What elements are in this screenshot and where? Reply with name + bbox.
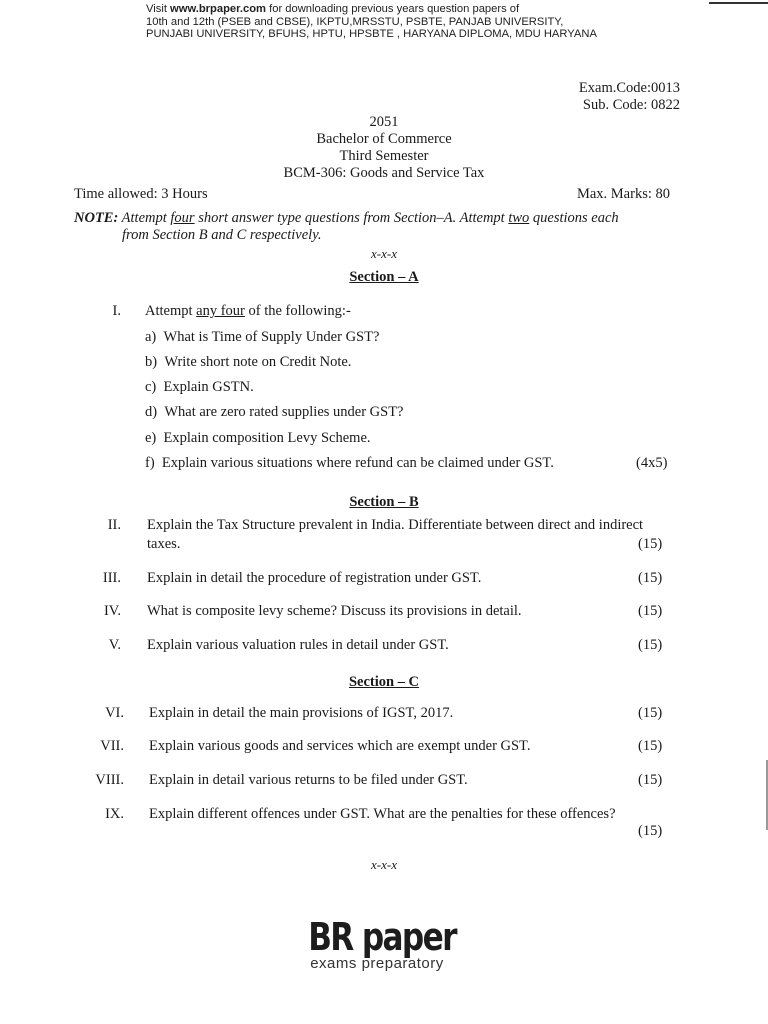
list-item: d) What are zero rated supplies under GST? [145,404,404,420]
question-text: Explain various valuation rules in detail under GST. [147,637,449,653]
banner-site-link[interactable]: www.brpaper.com [170,3,266,15]
question-number: VIII. [95,772,124,788]
section-a-title: Section – A [349,269,419,285]
section-b-title: Section – B [349,494,419,510]
banner-line-2: 10th and 12th (PSEB and CBSE), IKPTU,MRSSTU, PSBTE, PANJAB UNIVERSITY, [146,15,564,28]
semester: Third Semester [339,148,429,164]
section-c-title: Section – C [348,674,420,690]
list-item: b) Write short note on Credit Note. [145,354,352,370]
top-edge-line [709,2,768,4]
list-item: e) Explain composition Levy Scheme. [145,430,371,446]
question-text: Explain in detail the procedure of registration under GST. [147,570,482,586]
download-banner [146,3,597,41]
question-text: Explain in detail the main provisions of IGST, 2017. [149,705,454,721]
question-number: I. [112,303,121,319]
question-marks: (15) [638,705,663,721]
question-marks: (15) [638,823,663,839]
question-number: II. [107,517,121,533]
question-text: Explain in detail various returns to be filed under GST. [149,772,468,788]
question-number: VII. [100,738,124,754]
note-two: two [508,210,530,226]
logo-wordmark: BR paper [308,915,456,959]
question-marks: (15) [638,536,663,552]
list-item: a) What is Time of Supply Under GST? [145,329,380,345]
question-marks: (15) [638,738,663,754]
note-four: four [170,210,195,226]
list-item: c) Explain GSTN. [145,379,254,395]
question-number: VI. [105,705,124,721]
note-line-2: from Section B and C respectively. [122,227,322,243]
separator: x-x-x [371,246,397,261]
question-text: Explain the Tax Structure prevalent in India. Differentiate between direct and indirect [147,517,644,533]
brpaper-logo [292,915,462,972]
question-marks: (15) [638,772,663,788]
question-number: IV. [103,603,121,619]
list-item: f) Explain various situations where refund can be claimed under GST. [145,455,554,471]
max-marks: Max. Marks: 80 [576,186,670,202]
question-text: Explain various goods and services which are exempt under GST. [149,738,531,754]
logo-tagline: exams preparatory [310,955,444,972]
question-marks: (15) [638,603,663,619]
end-separator: x-x-x [371,857,397,872]
question-marks: (15) [638,637,663,653]
exam-code: Exam.Code:0013 [578,80,680,96]
course-name: Bachelor of Commerce [316,131,452,147]
question-number: III. [102,570,121,586]
question-text: Explain different offences under GST. What are the penalties for these offences? [149,806,616,822]
paper-title: BCM-306: Goods and Service Tax [283,165,485,181]
note-label: NOTE: [74,210,119,226]
time-allowed: Time allowed: 3 Hours [74,186,208,202]
question-number: V. [108,637,121,653]
exam-note: NOTE: Attempt four short answer type questions from Section–A. Attempt two questions each from Section B and C respectively. [74,210,684,244]
sub-code: Sub. Code: 0822 [582,97,680,113]
banner-line-1: Visit www.brpaper.com for downloading previous years question papers of [146,3,520,15]
paper-number: 2051 [369,114,399,130]
banner-line-3: PUNJABI UNIVERSITY, BFUHS, HPTU, HPSBTE , HARYANA DIPLOMA, MDU HARYANA [146,28,597,41]
question-text-cont: taxes. [147,536,181,552]
question-marks: (15) [638,570,663,586]
question-number: IX. [105,806,124,822]
question-text: What is composite levy scheme? Discuss its provisions in detail. [147,603,522,619]
section-a-marks: (4x5) [636,455,668,471]
section-a-instruction: Attempt any four of the following:- [145,303,351,319]
